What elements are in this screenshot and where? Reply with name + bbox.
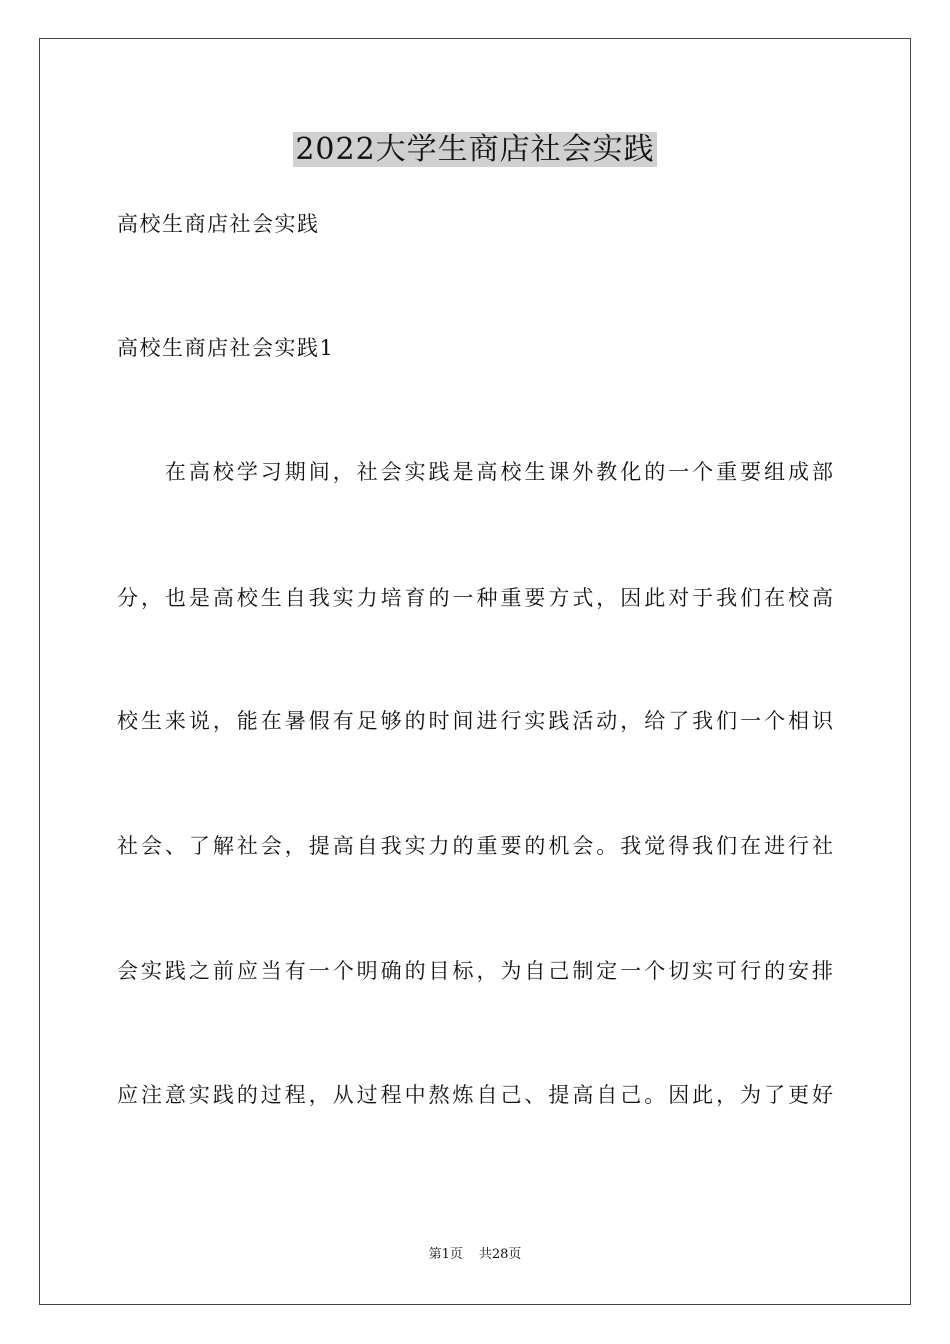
page-number: 第1页 bbox=[428, 1247, 463, 1262]
document-title bbox=[0, 127, 950, 173]
document-title-text: 2022大学生商店社会实践 bbox=[295, 132, 655, 167]
subtitle: 高校生商店社会实践 bbox=[117, 212, 320, 236]
paragraph-line-2: 分，也是高校生自我实力培育的一种重要方式，因此对于我们在校高 bbox=[117, 586, 833, 610]
paragraph-line-5: 会实践之前应当有一个明确的目标，为自己制定一个切实可行的安排 bbox=[117, 959, 833, 983]
page-footer bbox=[0, 1246, 950, 1264]
paragraph-line-4: 社会、了解社会，提高自我实力的重要的机会。我觉得我们在进行社 bbox=[117, 834, 833, 858]
page-total: 共28页 bbox=[478, 1247, 522, 1262]
paragraph-line-1: 在高校学习期间，社会实践是高校生课外教化的一个重要组成部 bbox=[117, 460, 833, 484]
paragraph-line-6: 应注意实践的过程，从过程中熬炼自己、提高自己。因此，为了更好 bbox=[117, 1083, 833, 1107]
section-heading: 高校生商店社会实践1 bbox=[117, 336, 335, 360]
paragraph-line-3: 校生来说，能在暑假有足够的时间进行实践活动，给了我们一个相识 bbox=[117, 709, 833, 733]
